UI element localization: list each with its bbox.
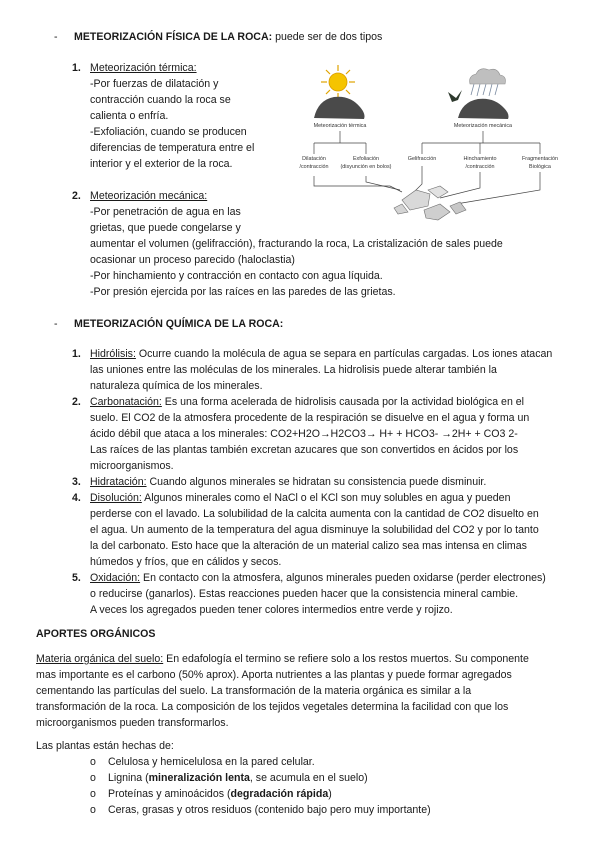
diagram-left-label: Meteorización térmica: [313, 123, 367, 129]
branch-label: Exfoliación: [352, 156, 380, 162]
bullet-marker: o: [90, 756, 96, 768]
chem-item-heading: Hidratación:: [90, 476, 147, 488]
chem-item-text: Ocurre cuando la molécula de agua se separa en partículas cargadas. Los iones atacan: [135, 348, 553, 360]
chem-item-number: 2.: [72, 396, 81, 408]
item2-line: -Por presión ejercida por las raíces en las paredes de las grietas.: [90, 286, 396, 298]
bullet-marker: o: [90, 788, 96, 800]
chem-item-line: A veces los agregados pueden tener colores intermedios entre verde y rojizo.: [90, 604, 453, 616]
item1-heading: Meteorización térmica:: [90, 62, 197, 74]
plants-intro: Las plantas están hechas de:: [36, 740, 174, 752]
chem-item-first-line: [90, 396, 524, 409]
organic-para-line: transformación de la roca. La composición de los tejidos vegetales determina la facilidad con que los: [36, 701, 509, 713]
chem-item-line: perderse con el lavado. La solubilidad de la calcita aumenta con la cantidad de CO2 disuelto en: [90, 508, 539, 520]
section1-title: METEORIZACIÓN FÍSICA DE LA ROCA:: [74, 31, 273, 43]
item1-line: calienta o enfría.: [90, 110, 169, 122]
item2-line: -Por penetración de agua en las: [90, 206, 241, 218]
bullet-bold-text: mineralización lenta: [148, 772, 250, 784]
branch-label: Dilatación: [302, 156, 326, 162]
item1-number: 1.: [72, 62, 81, 74]
bullet-item: Celulosa y hemicelulosa en la pared celular.: [108, 756, 315, 768]
chem-item-line: húmedos y fríos, que en cálidos y secos.: [90, 556, 282, 568]
diagram-right-label: Meteorización mecánica: [453, 123, 513, 129]
chem-item-number: 3.: [72, 476, 81, 488]
item1-line: -Exfoliación, cuando se producen: [90, 126, 247, 138]
rock-fragments-icon: [394, 186, 466, 220]
chem-item-line: la del carbonato. Esto hace que la alteración de un material calizo sea mas intensa en climas: [90, 540, 527, 552]
organic-para-first-line: [36, 653, 529, 666]
chem-item-line: el agua. Un aumento de la temperatura del agua disminuye la solubilidad del CO2 y por lo tanto: [90, 524, 539, 536]
bullet-marker: o: [90, 772, 96, 784]
organic-para-line: cementando las partículas del suelo. La transformación de la materia orgánica es similar a la: [36, 685, 472, 697]
rock-icon: [314, 97, 365, 119]
branch-label: Fragmentación: [522, 156, 558, 162]
item2-line: grietas, que puede congelarse y: [90, 222, 241, 234]
chem-item-line: ácido débil que ataca a los minerales: CO2+H2O→H2CO3→ H+ + HCO3- →2H+ + CO3 2-: [90, 428, 518, 440]
chem-item-heading: Oxidación:: [90, 572, 141, 584]
bullet-marker: o: [90, 804, 96, 816]
chem-item-first-line: [90, 492, 510, 505]
sun-icon: [321, 65, 355, 99]
weathering-diagram: [290, 62, 580, 230]
item1-line: diferencias de temperatura entre el: [90, 142, 255, 154]
item1-line: interior y el exterior de la roca.: [90, 158, 233, 170]
item2-line: aumentar el volumen (gelifracción), fracturando la roca, La cristalización de sales puede: [90, 238, 503, 250]
bullet-text: Lignina (: [108, 772, 149, 784]
item2-line: -Por hinchamiento y contracción en contacto con agua líquida.: [90, 270, 383, 282]
chem-item-line: las uniones entre las moléculas de los minerales. La hidrolisis puede alterar también la: [90, 364, 497, 376]
chem-item-text: En contacto con la atmosfera, algunos minerales pueden oxidarse (perder electrones): [140, 572, 546, 584]
section1-dash: -: [54, 31, 58, 43]
item1-line: contracción cuando la roca se: [90, 94, 231, 106]
rock-icon: [458, 99, 509, 119]
chem-item-first-line: [90, 476, 486, 489]
branch-label: Gelifracción: [407, 156, 437, 162]
item2-heading: Meteorización mecánica:: [90, 190, 208, 202]
bird-icon: [448, 90, 462, 102]
organic-para-heading: Materia orgánica del suelo:: [36, 653, 164, 665]
organic-para-text: En edafología el termino se refiere solo a los restos muertos. Su componente: [163, 653, 529, 665]
bullet-text: ): [328, 788, 332, 800]
section2-title: METEORIZACIÓN QUÍMICA DE LA ROCA:: [74, 318, 284, 330]
bullet-item: [108, 788, 332, 801]
section1-title-suffix: puede ser de dos tipos: [272, 31, 383, 43]
branch-label: /contracción: [299, 164, 329, 170]
chem-item-line: o reducirse (ganarlos). Estas reacciones pueden hacer que la consistencia mineral cambie.: [90, 588, 519, 600]
chem-item-text: Algunos minerales como el NaCl o el KCl son muy solubles en agua y pueden: [141, 492, 511, 504]
organic-para-line: mas importante es el carbono (50% aprox). Aporta nutrientes a las plantas y puede formar agregados: [36, 669, 512, 681]
item1-line: -Por fuerzas de dilatación y: [90, 78, 219, 90]
chem-item-line: naturaleza química de los minerales.: [90, 380, 263, 392]
chem-item-first-line: [90, 348, 552, 361]
item2-line: ocasionar un proceso parecido (haloclastia): [90, 254, 295, 266]
bullet-bold-text: degradación rápida: [230, 788, 329, 800]
branch-label: Hinchamiento: [463, 156, 497, 162]
chem-item-text: Cuando algunos minerales se hidratan su consistencia puede disminuir.: [146, 476, 487, 488]
bullet-text: Proteínas y aminoácidos (: [108, 788, 231, 800]
organic-para-line: microorganismos pueden transformarlos.: [36, 717, 229, 729]
bullet-text: , se acumula en el suelo): [249, 772, 368, 784]
section2-dash: -: [54, 318, 58, 330]
chem-item-number: 1.: [72, 348, 81, 360]
chem-item-line: Las raíces de las plantas también excretan azucares que son convertidos en ácidos por los: [90, 444, 519, 456]
branch-label: /contracción: [465, 164, 495, 170]
rain-cloud-icon: [470, 69, 506, 96]
section1-heading: [74, 31, 382, 44]
chem-item-heading: Carbonatación:: [90, 396, 162, 408]
chem-item-line: suelo. El CO2 de la atmosfera procedente de la respiración se disuelve en el agua y forma un: [90, 412, 530, 424]
section3-title: APORTES ORGÁNICOS: [36, 628, 156, 640]
chem-item-line: microorganismos.: [90, 460, 174, 472]
item2-number: 2.: [72, 190, 81, 202]
chem-item-number: 5.: [72, 572, 81, 584]
chem-item-heading: Hidrólisis:: [90, 348, 136, 360]
branch-label: (disyunción en bolos): [340, 164, 392, 170]
bullet-item: [108, 772, 368, 785]
branch-label: Biológica: [529, 164, 551, 170]
chem-item-first-line: [90, 572, 546, 585]
chem-item-text: Es una forma acelerada de hidrolisis causada por la actividad biológica en el: [161, 396, 525, 408]
bullet-item: Ceras, grasas y otros residuos (contenido bajo pero muy importante): [108, 804, 431, 816]
chem-item-number: 4.: [72, 492, 81, 504]
chem-item-heading: Disolución:: [90, 492, 142, 504]
